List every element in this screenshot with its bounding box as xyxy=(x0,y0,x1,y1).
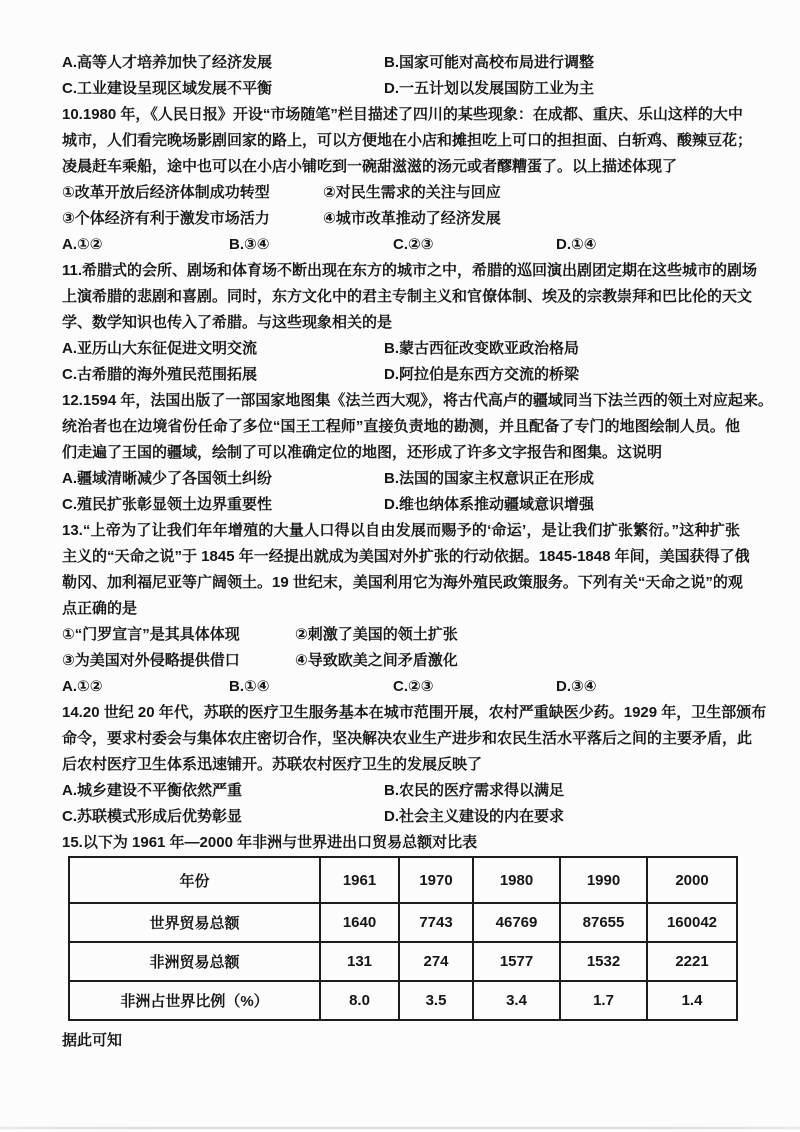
table-row-africa-share xyxy=(69,981,737,1020)
table-cell: 非洲占世界比例（%） xyxy=(69,981,320,1020)
q14-options-row-1 xyxy=(62,778,740,804)
table-cell: 274 xyxy=(399,942,473,981)
table-row-world-trade xyxy=(69,903,737,942)
q14-line-3: 后农村医疗卫生体系迅速铺开。苏联农村医疗卫生的发展反映了 xyxy=(62,756,483,773)
table-header-row xyxy=(69,857,737,903)
q14-line-2: 命令，要求村委会与集体农庄密切合作，坚决解决农业生产进步和农民生活水平落后之间的主要矛盾，此 xyxy=(62,730,753,747)
q10-sub-1: ①改革开放后经济体制成功转型 xyxy=(62,184,270,201)
table-cell: 3.5 xyxy=(399,981,473,1020)
q12-option-a: A.疆域清晰减少了各国领土纠纷 xyxy=(62,470,273,487)
q13-answer-d: D.③④ xyxy=(556,678,597,695)
q10-subitems-row-2 xyxy=(62,206,740,232)
q12-option-d: D.维也纳体系推动疆域意识增强 xyxy=(384,496,595,513)
q11-options-row-2 xyxy=(62,362,740,388)
q9-options-row-2 xyxy=(62,76,740,102)
q9-option-c: C.工业建设呈现区域发展不平衡 xyxy=(62,80,273,97)
table-cell: 1640 xyxy=(320,903,399,942)
q11-option-a: A.亚历山大东征促进文明交流 xyxy=(62,340,258,357)
q13-sub-1: ①“门罗宣言”是其具体体现 xyxy=(62,626,240,643)
q14-options-row-2 xyxy=(62,804,740,830)
table-header-cell: 1961 xyxy=(320,857,399,903)
table-cell: 世界贸易总额 xyxy=(69,903,320,942)
table-row-africa-trade xyxy=(69,942,737,981)
q13-sub-4: ④导致欧美之间矛盾激化 xyxy=(295,652,458,669)
q11-option-b: B.蒙古西征改变欧亚政治格局 xyxy=(384,340,580,357)
q10-answer-row xyxy=(62,232,740,258)
table-cell: 131 xyxy=(320,942,399,981)
q13-sub-2: ②刺激了美国的领土扩张 xyxy=(295,626,458,643)
q11-option-d: D.阿拉伯是东西方交流的桥梁 xyxy=(384,366,580,383)
q9-option-a: A.高等人才培养加快了经济发展 xyxy=(62,54,273,71)
q13-sub-3: ③为美国对外侵略提供借口 xyxy=(62,652,240,669)
table-cell: 46769 xyxy=(473,903,560,942)
q10-line-1: 10.1980 年，《人民日报》开设“市场随笔”栏目描述了四川的某些现象：在成都、重庆、乐山这样的大中 xyxy=(62,106,743,123)
table-cell: 非洲贸易总额 xyxy=(69,942,320,981)
q14-option-d: D.社会主义建设的内在要求 xyxy=(384,808,565,825)
table-header-cell: 2000 xyxy=(647,857,737,903)
q11-option-c: C.古希腊的海外殖民范围拓展 xyxy=(62,366,258,383)
q14-option-b: B.农民的医疗需求得以满足 xyxy=(384,782,565,799)
q10-subitems-row-1 xyxy=(62,180,740,206)
table-header-cell: 年份 xyxy=(69,857,320,903)
q11-line-2: 上演希腊的悲剧和喜剧。同时，东方文化中的君主专制主义和官僚体制、埃及的宗教崇拜和巴比伦的天文 xyxy=(62,288,753,305)
exam-content xyxy=(62,50,773,1054)
q11-options-row-1 xyxy=(62,336,740,362)
q9-option-d: D.一五计划以发展国防工业为主 xyxy=(384,80,595,97)
q13-line-3: 勒冈、加利福尼亚等广阔领土。19 世纪末，美国利用它为海外殖民政策服务。下列有关“天命之说”的观 xyxy=(62,574,743,591)
q10-answer-c: C.②③ xyxy=(393,236,434,253)
q13-line-2: 主义的“天命之说”于 1845 年一经提出就成为美国对外扩张的行动依据。1845-1848 年间，美国获得了俄 xyxy=(62,548,750,565)
q9-option-b: B.国家可能对高校布局进行调整 xyxy=(384,54,595,71)
table-cell: 1532 xyxy=(560,942,647,981)
q14-option-a: A.城乡建设不平衡依然严重 xyxy=(62,782,243,799)
table-cell: 87655 xyxy=(560,903,647,942)
q12-options-row-2 xyxy=(62,492,740,518)
q11-line-3: 学、数学知识也传入了希腊。与这些现象相关的是 xyxy=(62,314,393,331)
page-bottom-edge-shadow xyxy=(0,1127,800,1129)
q13-answer-b: B.①④ xyxy=(229,678,270,695)
q11-line-1: 11.希腊式的会所、剧场和体育场不断出现在东方的城市之中，希腊的巡回演出剧团定期在这些城市的剧场 xyxy=(62,262,758,279)
q14-option-c: C.苏联模式形成后优势彰显 xyxy=(62,808,243,825)
q14-line-1: 14.20 世纪 20 年代，苏联的医疗卫生服务基本在城市范围开展，农村严重缺医少药。1929 年，卫生部颁布 xyxy=(62,704,767,721)
table-cell: 3.4 xyxy=(473,981,560,1020)
q13-answer-row xyxy=(62,674,740,700)
table-cell: 1.7 xyxy=(560,981,647,1020)
q12-option-c: C.殖民扩张彰显领土边界重要性 xyxy=(62,496,273,513)
q12-options-row-1 xyxy=(62,466,740,492)
q15-footer-note: 据此可知 xyxy=(62,1032,123,1049)
q12-option-b: B.法国的国家主权意识正在形成 xyxy=(384,470,595,487)
q13-answer-a: A.①② xyxy=(62,678,103,695)
q10-sub-4: ④城市改革推动了经济发展 xyxy=(323,210,501,227)
table-cell: 160042 xyxy=(647,903,737,942)
q12-line-3: 们走遍了王国的疆域，绘制了可以准确定位的地图，还形成了许多文字报告和图集。这说明 xyxy=(62,444,663,461)
q13-line-1: 13.“上帝为了让我们年年增殖的大量人口得以自由发展而赐予的‘命运’，是让我们扩张繁衍。”这种扩张 xyxy=(62,522,740,539)
q10-sub-3: ③个体经济有利于激发市场活力 xyxy=(62,210,270,227)
q10-line-2: 城市，人们看完晚场影剧回家的路上，可以方便地在小店和摊担吃上可口的担担面、白斩鸡、酸辣豆花； xyxy=(62,132,753,149)
q10-answer-d: D.①④ xyxy=(556,236,597,253)
q9-options-row-1 xyxy=(62,50,740,76)
q12-line-1: 12.1594 年，法国出版了一部国家地图集《法兰西大观》，将古代高卢的疆域同当下法兰西的领土对应起来。 xyxy=(62,392,773,409)
q12-line-2: 统治者也在边境省份任命了多位“国王工程师”直接负责地的勘测，并且配备了专门的地图绘制人员。他 xyxy=(62,418,740,435)
q15-trade-table xyxy=(68,856,738,1021)
q10-line-3: 凌晨赶车乘船，途中也可以在小店小铺吃到一碗甜滋滋的汤元或者醪糟蛋了。以上描述体现了 xyxy=(62,158,678,175)
table-cell: 8.0 xyxy=(320,981,399,1020)
table-cell: 7743 xyxy=(399,903,473,942)
table-cell: 1.4 xyxy=(647,981,737,1020)
q13-subitems-row-1 xyxy=(62,622,740,648)
q10-answer-a: A.①② xyxy=(62,236,103,253)
q13-subitems-row-2 xyxy=(62,648,740,674)
table-header-cell: 1990 xyxy=(560,857,647,903)
table-header-cell: 1970 xyxy=(399,857,473,903)
q13-line-4: 点正确的是 xyxy=(62,600,138,617)
q10-sub-2: ②对民生需求的关注与回应 xyxy=(323,184,501,201)
q15-intro-line: 15.以下为 1961 年—2000 年非洲与世界进出口贸易总额对比表 xyxy=(62,834,478,851)
table-cell: 1577 xyxy=(473,942,560,981)
q10-answer-b: B.③④ xyxy=(229,236,270,253)
q13-answer-c: C.②③ xyxy=(393,678,434,695)
table-header-cell: 1980 xyxy=(473,857,560,903)
table-cell: 2221 xyxy=(647,942,737,981)
